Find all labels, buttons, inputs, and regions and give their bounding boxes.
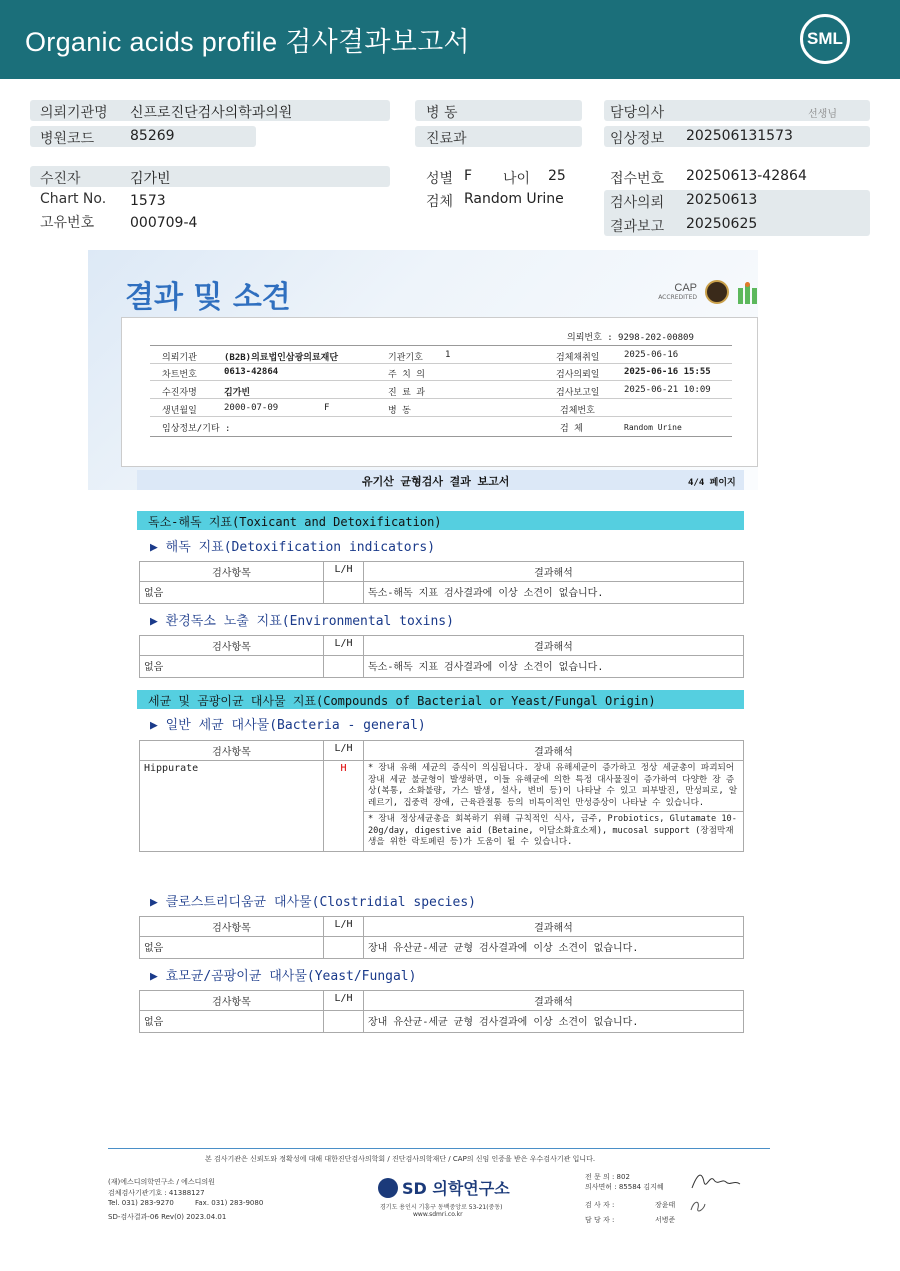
seal-icon (705, 280, 729, 304)
hosp-code-label: 병원코드 (40, 131, 95, 147)
unique-id-value: 000709-4 (130, 215, 198, 231)
ward-label: 병 동 (426, 105, 458, 121)
doctor-label: 담당의사 (610, 105, 665, 121)
sml-logo: SML (800, 14, 850, 64)
age-label: 나이 (503, 171, 531, 187)
cell-item: Hippurate (140, 761, 324, 852)
dept-label: 진료과 (426, 131, 467, 147)
table-row (140, 582, 744, 604)
cap-text: CAP (674, 282, 697, 294)
cell-interp: * 장내 유해 세균의 증식이 의심됩니다. 장내 유해세균이 증가하고 정상 세균총이 파괴되어 장내 세균 불균형이 발생하면, 이들 유해균에 의한 특정 대사물질이 증가하여 다양한 장 증상(복통, 소화불량, 가스 발생, 설사, 변비 등)이 나타날 수 있고 피부발진, 만성피로, 알레르기, 집중력 장애, 근육관절통 등의 비특이적인 만성증상이 나타날 수 있습니다. (364, 761, 744, 812)
header-lh: L/H (324, 562, 364, 582)
table-row (140, 937, 744, 959)
report-title: 결과 및 소견 (125, 280, 291, 315)
lab-logo-icon (736, 282, 758, 304)
info-label: 수진자명 (162, 388, 197, 398)
header-item: 검사항목 (140, 917, 324, 937)
table-header-row (140, 636, 744, 656)
receipt-label: 접수번호 (610, 171, 665, 187)
request-number: 의뢰번호 : 9298-202-00809 (567, 333, 694, 343)
section-toxicant-title: 독소-해독 지표(Toxicant and Detoxification) (148, 515, 442, 529)
divider (150, 363, 732, 364)
table-header-row (140, 741, 744, 761)
hosp-code-value: 85269 (130, 128, 175, 144)
cell-item: 없음 (140, 656, 324, 678)
info-label: 검사의뢰일 (556, 370, 600, 380)
header-lh: L/H (324, 741, 364, 761)
specimen-value: Random Urine (624, 423, 682, 432)
info-label: 차트번호 (162, 370, 197, 380)
report-main-title: 유기산 균형검사 결과 보고서 (362, 475, 510, 488)
yeast-table (139, 990, 744, 1033)
header-interp: 결과해석 (364, 562, 744, 582)
tester-name: 장윤태 (655, 1201, 676, 1209)
cell-interp: 독소-해독 지표 검사결과에 이상 소견이 없습니다. (364, 582, 744, 604)
subsection-env-title: ▶ 환경독소 노출 지표(Environmental toxins) (150, 614, 454, 629)
cell-item: 없음 (140, 582, 324, 604)
header-item: 검사항목 (140, 562, 324, 582)
subsection-bacteria-title: ▶ 일반 세균 대사물(Bacteria - general) (150, 718, 426, 733)
footer-divider (108, 1148, 770, 1149)
header-item: 검사항목 (140, 636, 324, 656)
cell-lh (324, 1011, 364, 1033)
cell-interp-recommendation: * 장내 정상세균총을 회복하기 위해 규칙적인 식사, 금주, Probiotics, Glutamate 10-20g/day, digestive aid (Betaine, 이담소화효소제), mucosal support (장점막재생을 위한 락토페린 등)가 도움이 될 수 있습니다. (364, 812, 744, 852)
subsection-detox-title: ▶ 해독 지표(Detoxification indicators) (150, 540, 436, 555)
sex-value: F (464, 168, 473, 184)
report-value: 20250625 (686, 216, 758, 232)
info-label: 진 료 과 (388, 388, 425, 398)
request-value: 20250613 (686, 192, 758, 208)
footer-address: 경기도 용인시 기흥구 동백중앙로 53-21(중동) (380, 1204, 503, 1211)
info-value: 2025-06-16 15:55 (624, 367, 711, 377)
signature-icon (688, 1168, 743, 1194)
table-header-row (140, 991, 744, 1011)
table-header-row (140, 917, 744, 937)
footer-website: www.sdmri.co.kr (413, 1211, 463, 1218)
signature-small-icon (688, 1196, 708, 1216)
header-lh: L/H (324, 636, 364, 656)
env-table (139, 635, 744, 678)
info-label: 기관기호 (388, 353, 423, 363)
manager-label: 담 당 자 : (585, 1216, 615, 1224)
chart-label: Chart No. (40, 191, 107, 207)
table-row (140, 656, 744, 678)
cap-sub: ACCREDITED (658, 294, 697, 301)
info-label: 주 치 의 (388, 370, 425, 380)
info-value: 1 (445, 350, 451, 360)
header-interp: 결과해석 (364, 741, 744, 761)
cell-interp: 장내 유산균-세균 균형 검사결과에 이상 소견이 없습니다. (364, 1011, 744, 1033)
tester-label: 검 사 자 : (585, 1201, 615, 1209)
unique-id-label: 고유번호 (40, 215, 95, 231)
footer-org: (재)에스디의학연구소 / 에스디의원 (108, 1178, 215, 1186)
page-number: 4/4 페이지 (688, 478, 736, 488)
header-lh: L/H (324, 991, 364, 1011)
cell-lh (324, 656, 364, 678)
cell-item: 없음 (140, 937, 324, 959)
patient-row (30, 166, 390, 187)
divider (150, 436, 732, 437)
clostridia-table (139, 916, 744, 959)
divider (150, 398, 732, 399)
header-item: 검사항목 (140, 741, 324, 761)
info-label: 검사보고일 (556, 388, 600, 398)
cell-interp: 독소-해독 지표 검사결과에 이상 소견이 없습니다. (364, 656, 744, 678)
info-label: 의뢰기관 (162, 353, 197, 363)
cell-lh (324, 937, 364, 959)
specimen-label: 검체 (426, 194, 454, 210)
info-label: 생년월일 (162, 406, 197, 416)
specimen-label: 검 체 (560, 424, 583, 434)
info-label: 병 동 (388, 406, 411, 416)
cell-lh-high: H (324, 761, 364, 852)
divider (150, 345, 732, 346)
clinical-other-label: 임상정보/기타 : (162, 424, 231, 434)
manager-name: 서병준 (655, 1216, 676, 1224)
request-label: 검사의뢰 (610, 195, 665, 211)
info-label: 검체채취일 (556, 353, 600, 363)
divider (150, 416, 732, 417)
sex-label: 성별 (426, 171, 454, 187)
cell-interp: 장내 유산균-세균 균형 검사결과에 이상 소견이 없습니다. (364, 937, 744, 959)
cell-item: 없음 (140, 1011, 324, 1033)
inst-label: 의뢰기관명 (40, 105, 108, 121)
info-value: 2025-06-16 (624, 350, 679, 360)
table-row (140, 761, 744, 812)
cap-logo (645, 282, 697, 304)
table-row (140, 1011, 744, 1033)
chart-value: 1573 (130, 193, 166, 209)
sd-brand: SD 의학연구소 (402, 1179, 510, 1198)
footer-tel: Tel. 031) 283-9270 (108, 1199, 174, 1207)
subsection-yeast-title: ▶ 효모균/곰팡이균 대사물(Yeast/Fungal) (150, 969, 417, 984)
section-bacterial-title: 세균 및 곰팡이균 대사물 지표(Compounds of Bacterial or Yeast/Fungal Origin) (148, 694, 656, 708)
license: 의사면허 : 85584 김지혜 (585, 1183, 664, 1191)
page-title: Organic acids profile 검사결과보고서 (25, 27, 470, 57)
patient-value: 김가빈 (130, 171, 171, 187)
footer-fax: Fax. 031) 283-9080 (195, 1199, 264, 1207)
header-interp: 결과해석 (364, 991, 744, 1011)
clinical-value: 202506131573 (686, 128, 793, 144)
info-value: F (324, 403, 330, 413)
info-value: 김가빈 (224, 388, 251, 398)
header-interp: 결과해석 (364, 917, 744, 937)
sd-logo-icon (378, 1178, 398, 1198)
header-lh: L/H (324, 917, 364, 937)
specialist: 전 문 의 : 802 (585, 1173, 630, 1181)
divider (150, 380, 732, 381)
inst-value: 신프로진단검사의학과의원 (130, 105, 293, 121)
header-interp: 결과해석 (364, 636, 744, 656)
specimen-value: Random Urine (464, 191, 564, 207)
patient-label: 수진자 (40, 171, 81, 187)
info-value: 2025-06-21 10:09 (624, 385, 711, 395)
footer-notice: 본 검사기관은 신뢰도와 정확성에 대해 대한진단검사의학회 / 진단검사의학재단 / CAP의 신임 인증을 받은 우수검사기관 입니다. (205, 1155, 596, 1163)
receipt-value: 20250613-42864 (686, 168, 807, 184)
header-item: 검사항목 (140, 991, 324, 1011)
doctor-suffix: 선생님 (808, 109, 837, 120)
report-label: 결과보고 (610, 219, 665, 235)
age-value: 25 (548, 168, 566, 184)
info-label: 검체번호 (560, 406, 595, 416)
detox-table (139, 561, 744, 604)
footer-doc-code: SD-검사결과-06 Rev(0) 2023.04.01 (108, 1213, 227, 1221)
info-value: (B2B)의료법인삼광의료재단 (224, 353, 339, 363)
info-value: 0613-42864 (224, 367, 279, 377)
table-header-row (140, 562, 744, 582)
clinical-label: 임상정보 (610, 131, 665, 147)
info-value: 2000-07-09 (224, 403, 279, 413)
subsection-clostridia-title: ▶ 클로스트리디움균 대사물(Clostridial species) (150, 895, 476, 910)
bacteria-table (139, 740, 744, 852)
cell-lh (324, 582, 364, 604)
footer-inst-code: 검체검사기관기호 : 41388127 (108, 1189, 205, 1197)
